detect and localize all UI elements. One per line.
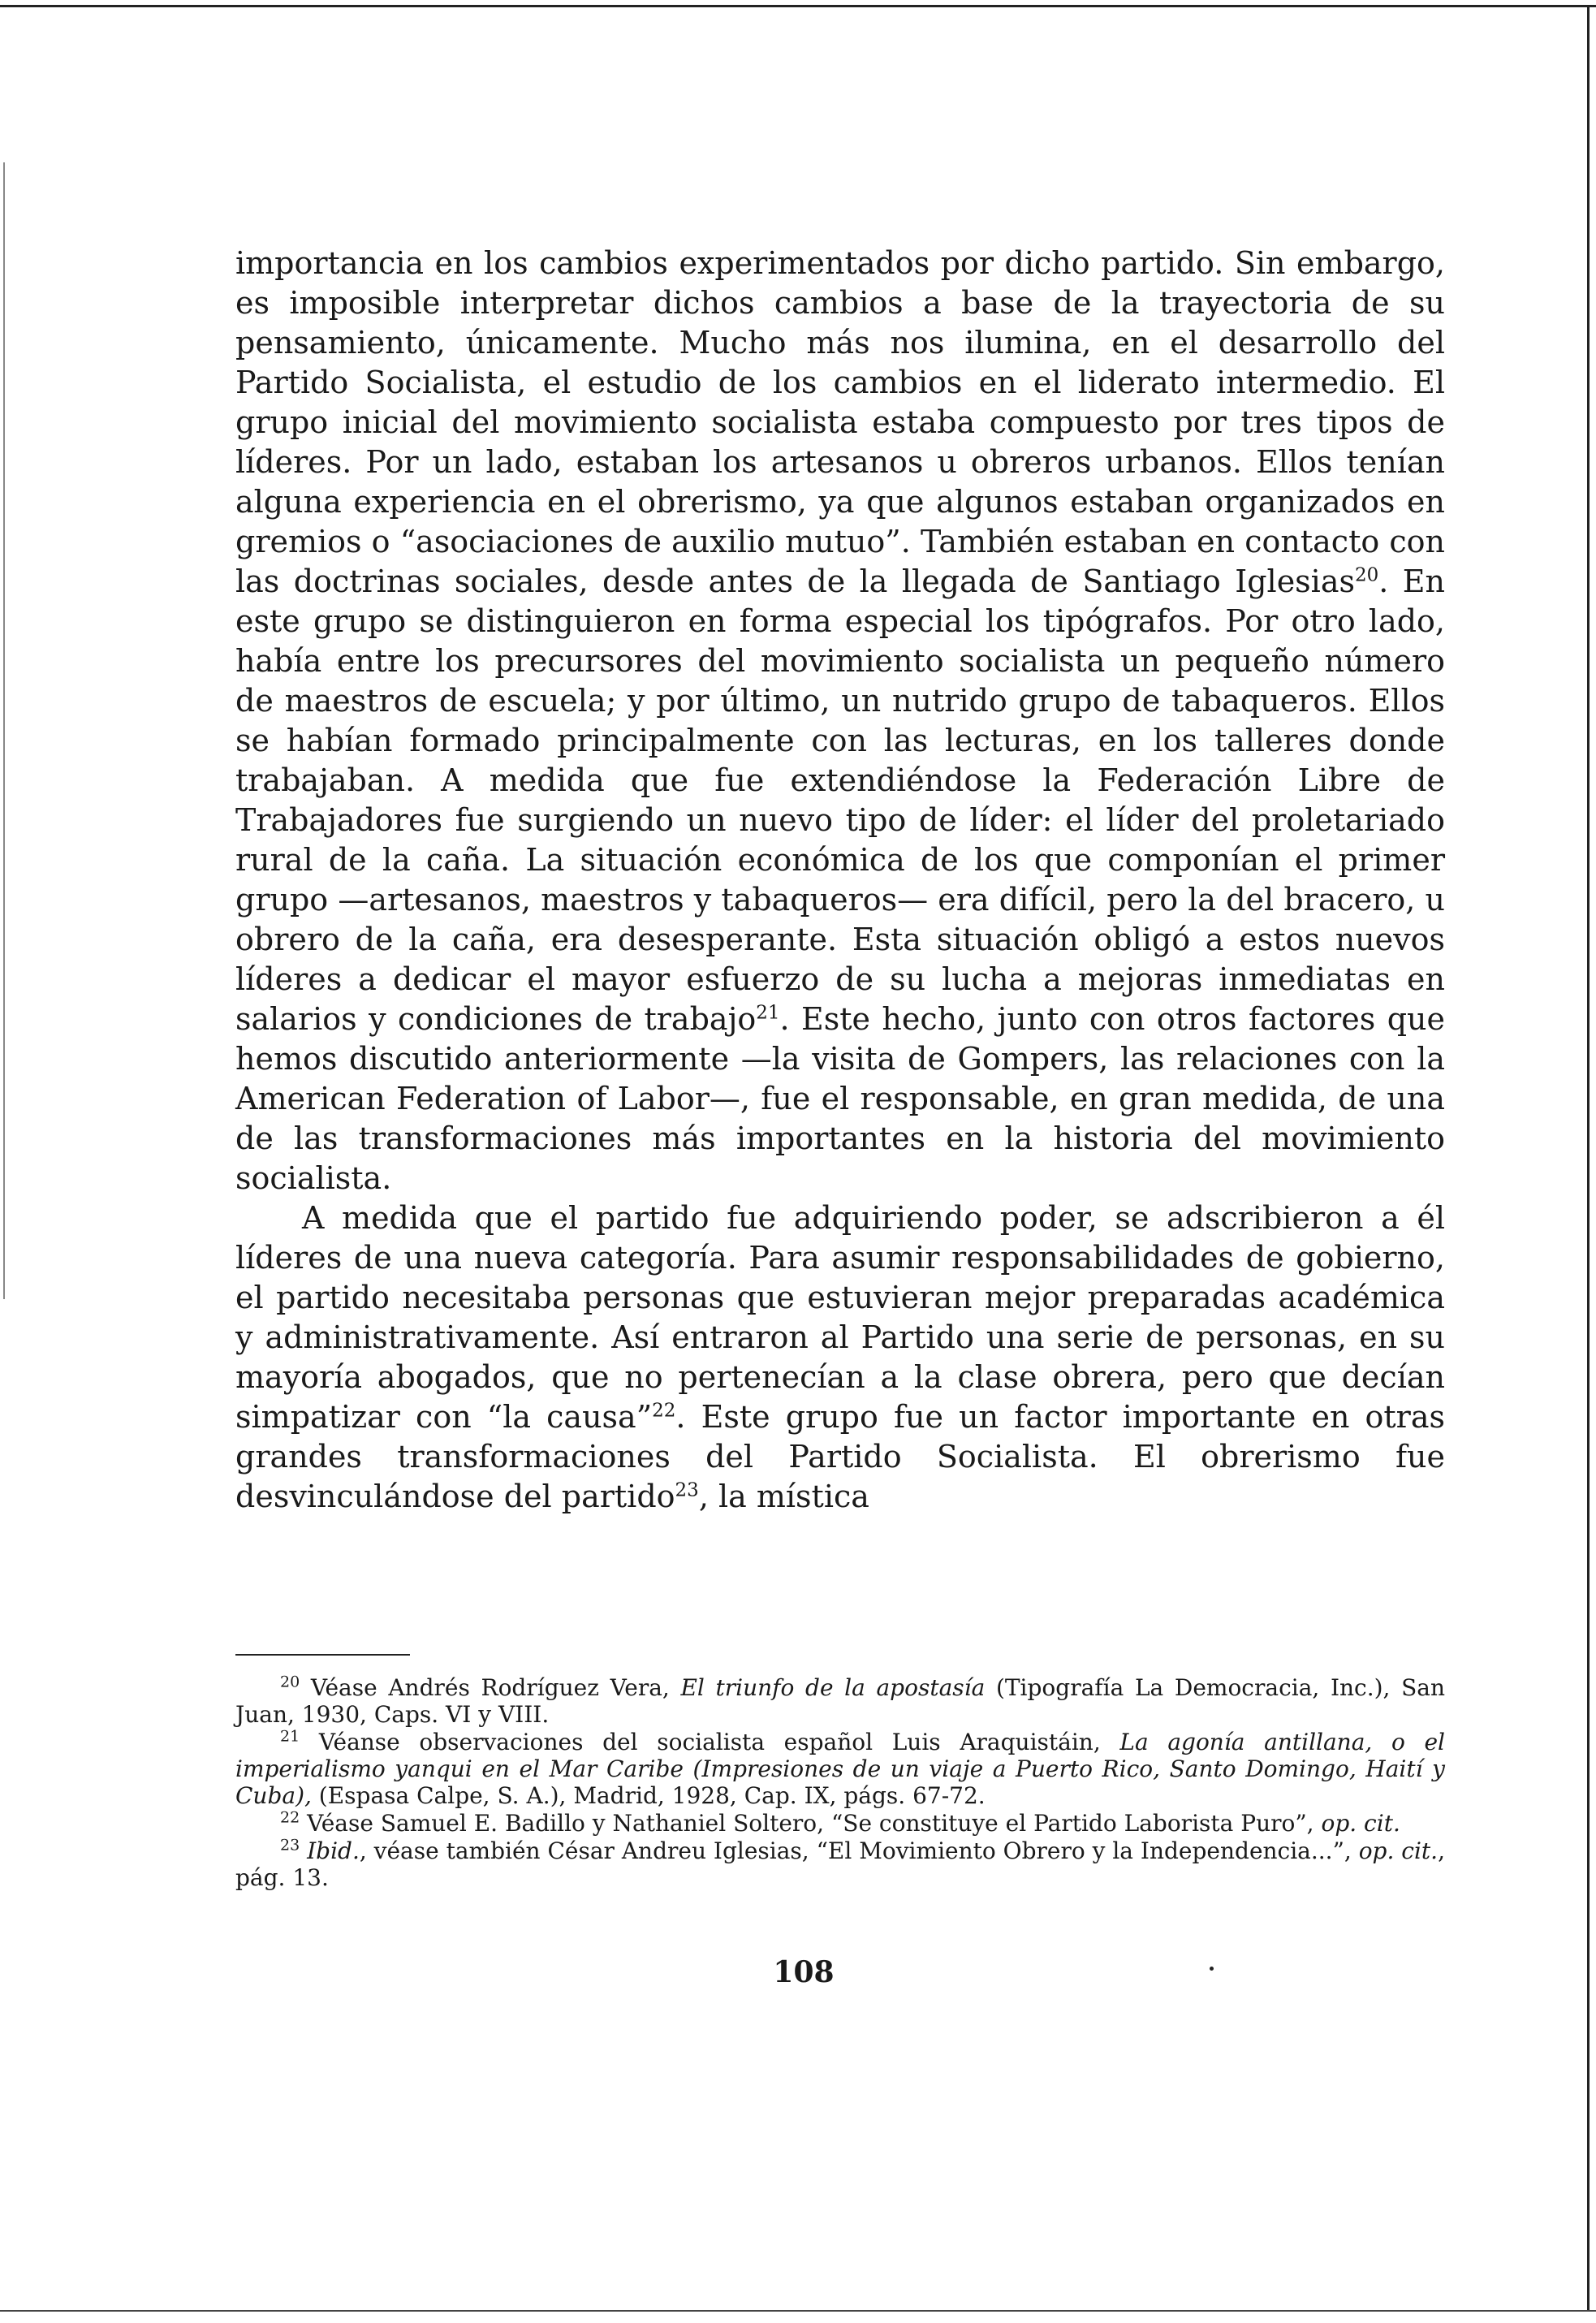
footnote-21: $^{21}$ Véanse observaciones del socialista español Luis Araquistáin, La agonía antillana, o el imperialismo yanqui en el Mar Caribe (Impresiones de un viaje a Puerto Rico, Santo Domingo, Haití y Cuba), (Espasa Calpe, S. A.), Madrid, 1928, Cap. IX, págs. 67-72.: [235, 1727, 1445, 1809]
footnote-23: $^{23}$ Ibid., véase también César Andreu Iglesias, “El Movimiento Obrero y la Independencia...”, op. cit., pág. 13.: [235, 1836, 1445, 1891]
body-text: [235, 244, 1445, 1517]
right-border: [1587, 5, 1590, 2311]
left-border: [3, 162, 5, 1299]
footnote-separator: [235, 1654, 410, 1656]
footnote-ref-23: 23: [675, 1479, 699, 1501]
paragraph-2: A medida que el partido fue adquiriendo poder, se adscribieron a él líderes de una nueva categoría. Para asumir responsabilidades de gobierno, el partido necesitaba personas que estuvieran mejor preparadas académica y administrativamente. Así entraron al Partido una serie de personas, en su mayoría abogados, que no pertenecían a la clase obrera, pero que decían simpatizar con “la causa”$^{22}$. Este grupo fue un factor importante en otras grandes transformaciones del Partido Socialista. El obrerismo fue desvinculándose del partido$^{23}$, la mística: [235, 1200, 1445, 1514]
ink-dot: [1210, 1967, 1214, 1971]
footnote-ref-21: 21: [756, 1002, 780, 1024]
footnotes: [235, 1674, 1445, 1892]
footnote-ref-20: 20: [1355, 564, 1379, 586]
footnote-20: $^{20}$ Véase Andrés Rodríguez Vera, El triunfo de la apostasía (Tipografía La Democracia, Inc.), San Juan, 1930, Caps. VI y VIII.: [235, 1673, 1446, 1728]
paragraph-1: importancia en los cambios experimentados por dicho partido. Sin embargo, es imposible interpretar dichos cambios a base de la trayectoria de su pensamiento, únicamente. Mucho más nos ilumina, en el desarrollo del Partido Socialista, el estudio de los cambios en el liderato intermedio. El grupo inicial del movimiento socialista estaba compuesto por tres tipos de líderes. Por un lado, estaban los artesanos u obreros urbanos. Ellos tenían alguna experiencia en el obrerismo, ya que algunos estaban organizados en gremios o “asociaciones de auxilio mutuo”. También estaban en contacto con las doctrinas sociales, desde antes de la llegada de Santiago Iglesias$^{20}$. En este grupo se distinguieron en forma especial los tipógrafos. Por otro lado, había entre los precursores del movimiento socialista un pequeño número de maestros de escuela; y por último, un nutrido grupo de tabaqueros. Ellos se habían formado principalmente con las lecturas, en los talleres donde trabajaban. A medida que fue extendiéndose la Federación Libre de Trabajadores fue surgiendo un nuevo tipo de líder: el líder del proletariado rural de la caña. La situación económica de los que componían el primer grupo —artesanos, maestros y tabaqueros— era difícil, pero la del bracero, u obrero de la caña, era desesperante. Esta situación obligó a estos nuevos líderes a dedicar el mayor esfuerzo de su lucha a mejoras inmediatas en salarios y condiciones de trabajo$^{21}$. Este hecho, junto con otros factores que hemos discutido anteriormente —la visita de Gompers, las relaciones con la American Federation of Labor—, fue el responsable, en gran medida, de una de las transformaciones más importantes en la historia del movimiento socialista.: [235, 245, 1446, 1196]
top-border: [0, 5, 1596, 7]
footnote-ref-22: 22: [652, 1400, 676, 1422]
footnote-22: $^{22}$ Véase Samuel E. Badillo y Nathaniel Soltero, “Se constituye el Partido Laborista Puro”, op. cit.: [280, 1808, 1400, 1837]
page-number: 108: [773, 1955, 835, 1989]
bottom-border: [0, 2310, 1596, 2312]
